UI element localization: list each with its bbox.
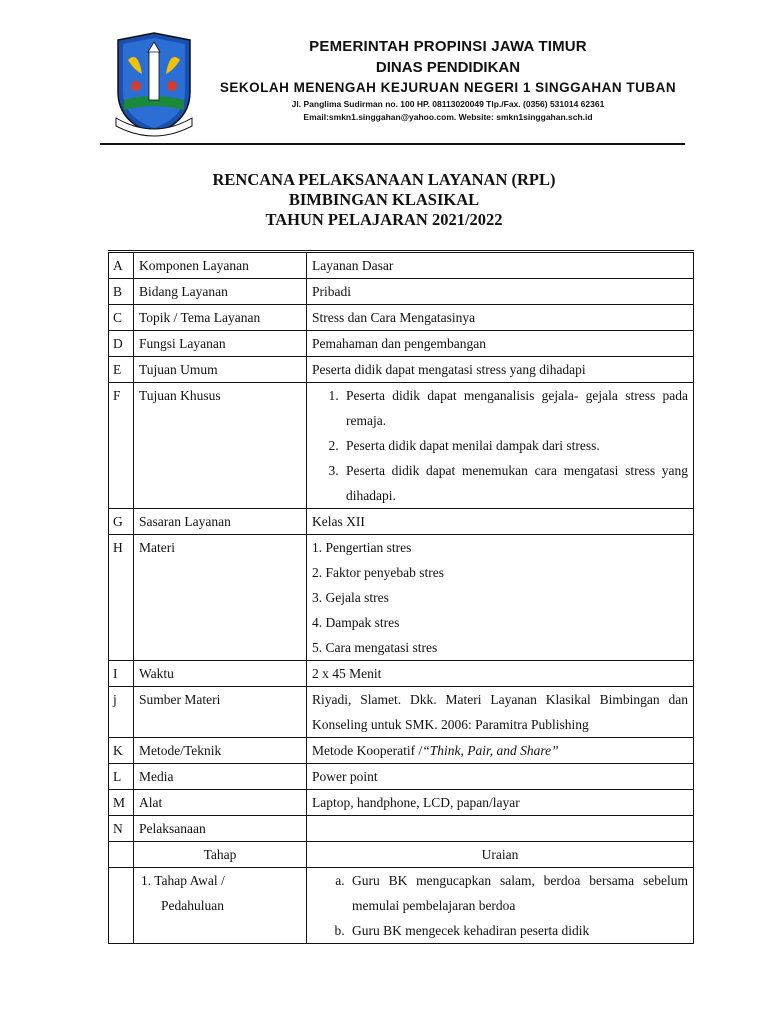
empty-cell <box>109 868 134 944</box>
school-name: SEKOLAH MENENGAH KEJURUAN NEGERI 1 SINGGAHAN TUBAN <box>219 80 677 95</box>
stage-header-row <box>109 842 694 868</box>
list-item: 2. Faktor penyebab stres <box>312 565 444 580</box>
row-value: Pemahaman dan pengembangan <box>307 331 694 357</box>
title-line-1: RENCANA PELAKSANAAN LAYANAN (RPL) <box>212 170 556 189</box>
table-row <box>109 816 694 842</box>
row-value: Layanan Dasar <box>307 252 694 279</box>
stage-label <box>134 868 307 944</box>
row-value: Stress dan Cara Mengatasinya <box>307 305 694 331</box>
row-code: M <box>109 790 134 816</box>
title-line-2: BIMBINGAN KLASIKAL <box>288 190 480 209</box>
method-text: Metode Kooperatif / <box>312 743 423 758</box>
list-item: 1. Pengertian stres <box>312 540 412 555</box>
row-label: Sasaran Layanan <box>134 509 307 535</box>
stage-label-line-2: Pedahuluan <box>161 898 224 913</box>
row-label: Alat <box>134 790 307 816</box>
table-row <box>109 305 694 331</box>
row-code: F <box>109 383 134 509</box>
list-item: 1. Peserta didik dapat menganalisis gejala- gejala stress pada remaja. <box>342 383 688 433</box>
row-label: Bidang Layanan <box>134 279 307 305</box>
row-code: j <box>109 687 134 738</box>
row-label: Media <box>134 764 307 790</box>
document-title <box>0 170 768 230</box>
list-item: a. Guru BK mengucapkan salam, berdoa bersama sebelum memulai pembelajaran berdoa <box>348 868 688 918</box>
table-row <box>109 764 694 790</box>
row-code: D <box>109 331 134 357</box>
row-label: Tujuan Umum <box>134 357 307 383</box>
row-code: G <box>109 509 134 535</box>
school-address: Jl. Panglima Sudirman no. 100 HP. 08113020049 Tlp./Fax. (0356) 531014 62361 <box>291 99 605 109</box>
row-code: E <box>109 357 134 383</box>
department-name: DINAS PENDIDIKAN <box>375 59 521 76</box>
list-item: 4. Dampak stres <box>312 615 400 630</box>
row-value: Laptop, handphone, LCD, papan/layar <box>307 790 694 816</box>
stage-activities-list <box>312 868 688 943</box>
stage-label-line-1: 1. Tahap Awal / <box>141 873 225 888</box>
table-row <box>109 738 694 764</box>
method-technique: “Think, Pair, and Share” <box>422 743 559 758</box>
rpl-table <box>108 250 694 944</box>
table-row <box>109 687 694 738</box>
east-java-emblem-logo <box>112 30 196 138</box>
row-code: N <box>109 816 134 842</box>
row-label: Tujuan Khusus <box>134 383 307 509</box>
specific-goals-list <box>312 383 688 508</box>
row-label: Komponen Layanan <box>134 252 307 279</box>
list-item: 3. Peserta didik dapat menemukan cara mengatasi stress yang dihadapi. <box>342 458 688 508</box>
row-value <box>307 738 694 764</box>
row-code: H <box>109 535 134 661</box>
list-item: 2. Peserta didik dapat menilai dampak dari stress. <box>342 433 688 458</box>
row-label: Sumber Materi <box>134 687 307 738</box>
stage-header-left: Tahap <box>134 842 307 868</box>
row-label: Fungsi Layanan <box>134 331 307 357</box>
letterhead-divider <box>100 143 685 145</box>
table-row <box>109 252 694 279</box>
row-code: B <box>109 279 134 305</box>
list-item: b. Guru BK mengecek kehadiran peserta didik <box>348 918 688 943</box>
table-row <box>109 331 694 357</box>
row-label: Waktu <box>134 661 307 687</box>
row-value: Kelas XII <box>307 509 694 535</box>
table-row <box>109 279 694 305</box>
list-item: 5. Cara mengatasi stres <box>312 640 438 655</box>
table-row <box>109 383 694 509</box>
row-label: Pelaksanaan <box>134 816 307 842</box>
row-value <box>307 383 694 509</box>
empty-cell <box>109 842 134 868</box>
row-code: K <box>109 738 134 764</box>
row-label: Metode/Teknik <box>134 738 307 764</box>
row-value <box>307 816 694 842</box>
title-line-3: TAHUN PELAJARAN 2021/2022 <box>265 210 503 229</box>
row-label: Topik / Tema Layanan <box>134 305 307 331</box>
row-code: I <box>109 661 134 687</box>
table-row <box>109 535 694 661</box>
table-row <box>109 357 694 383</box>
letterhead <box>108 28 688 144</box>
school-contact: Email:smkn1.singgahan@yahoo.com. Website: smkn1singgahan.sch.id <box>303 112 593 122</box>
stage-description <box>307 868 694 944</box>
row-value: Pribadi <box>307 279 694 305</box>
row-code: L <box>109 764 134 790</box>
row-value: Power point <box>307 764 694 790</box>
row-value: 2 x 45 Menit <box>307 661 694 687</box>
row-code: C <box>109 305 134 331</box>
list-item: 3. Gejala stres <box>312 590 389 605</box>
table-row <box>109 509 694 535</box>
table-row <box>109 661 694 687</box>
row-code: A <box>109 252 134 279</box>
row-label: Materi <box>134 535 307 661</box>
materials-list <box>307 535 694 661</box>
stage-row <box>109 868 694 944</box>
stage-header-right: Uraian <box>307 842 694 868</box>
row-value: Peserta didik dapat mengatasi stress yang dihadapi <box>307 357 694 383</box>
table-row <box>109 790 694 816</box>
row-value: Riyadi, Slamet. Dkk. Materi Layanan Klasikal Bimbingan dan Konseling untuk SMK. 2006: Paramitra Publishing <box>307 687 694 738</box>
government-name: PEMERINTAH PROPINSI JAWA TIMUR <box>309 38 587 55</box>
